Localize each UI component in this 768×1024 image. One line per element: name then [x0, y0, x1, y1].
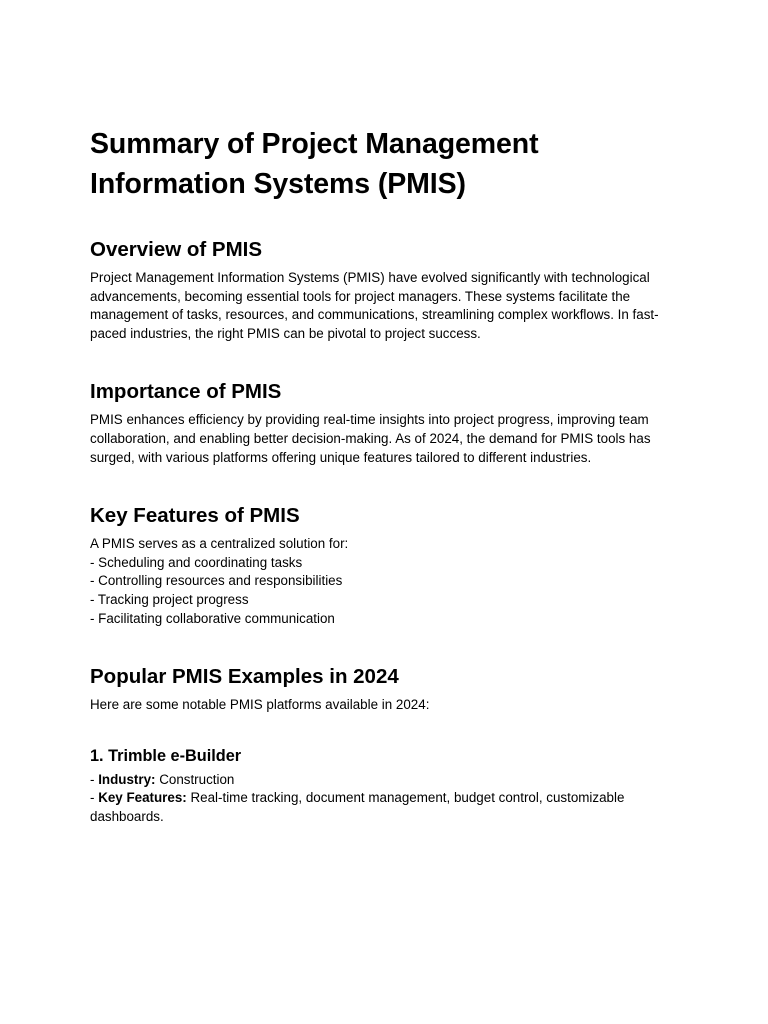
key-features-heading: Key Features of PMIS [90, 504, 300, 528]
overview-paragraph: Project Management Information Systems (PMIS) have evolved significantly with technological advancements, becoming essential tools for project managers. These systems facilitate the management of tasks, resources, and communications, streamlining complex workflows. In fast-paced industries, the right PMIS can be pivotal to project success. [90, 270, 659, 341]
list-item: - Controlling resources and responsibilities [90, 573, 343, 589]
list-prefix: - [90, 771, 99, 787]
overview-heading: Overview of PMIS [90, 238, 263, 261]
list-prefix: - [90, 790, 99, 806]
examples-heading: Popular PMIS Examples in 2024 [90, 665, 399, 689]
industry-label: Industry: [98, 771, 156, 787]
document-title: Summary of Project Management Information Systems (PMIS) [90, 128, 539, 200]
list-item: - Tracking project progress [90, 591, 249, 607]
importance-paragraph: PMIS enhances efficiency by providing real-time insights into project progress, improving team collaboration, and enabling better decision-making. As of 2024, the demand for PMIS tools has surged, with various platforms offering unique features tailored to different industries. [90, 412, 651, 465]
key-features-list [90, 535, 678, 628]
list-item: - Scheduling and coordinating tasks [90, 554, 303, 570]
platform-features-line [90, 789, 678, 826]
key-features-value: Real-time tracking, document management, budget control, customizable dashboards. [90, 790, 625, 824]
key-features-intro: A PMIS serves as a centralized solution for: [90, 536, 349, 552]
key-features-label: Key Features: [98, 790, 187, 806]
industry-value: Construction [155, 771, 235, 787]
platform-details-trimble [90, 771, 678, 827]
platform-heading-trimble: 1. Trimble e-Builder [90, 746, 242, 765]
importance-heading: Importance of PMIS [90, 380, 282, 404]
examples-intro: Here are some notable PMIS platforms available in 2024: [90, 697, 430, 713]
list-item: - Facilitating collaborative communication [90, 610, 335, 626]
platform-industry-line [90, 771, 678, 790]
